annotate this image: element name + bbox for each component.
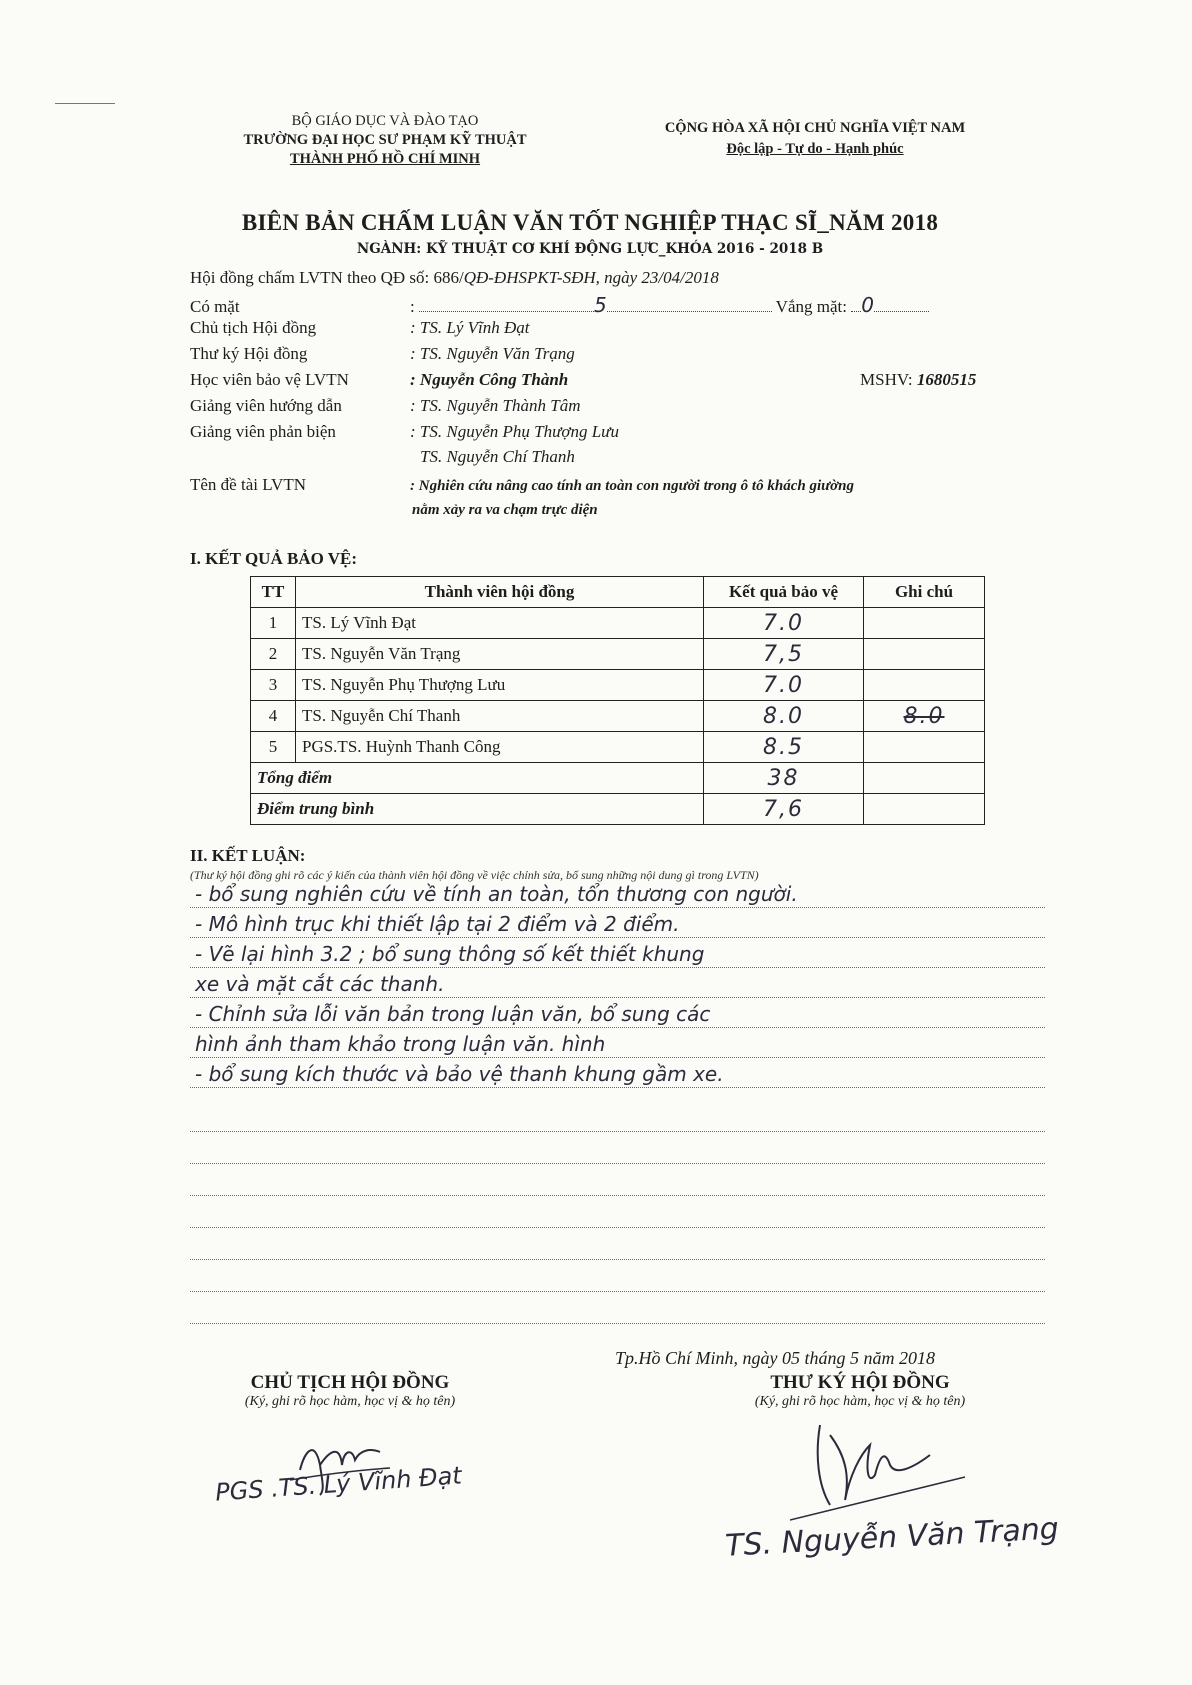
council-decision-prefix: Hội đồng chấm LVTN theo QĐ số: 686/	[190, 268, 464, 287]
document-title: BIÊN BẢN CHẤM LUẬN VĂN TỐT NGHIỆP THẠC SĨ_NĂM 2018	[241, 210, 939, 235]
secretary-signature-block	[680, 1372, 1040, 1410]
conclusion-line-5: - Chỉnh sửa lỗi văn bản trong luận văn, bổ sung các	[195, 1002, 711, 1026]
chair-signed-name: PGS .TS. Lý Vĩnh Đạt	[214, 1461, 463, 1507]
topic-value-1: : Nghiên cứu nâng cao tính an toàn con người trong ô tô khách giường	[410, 478, 854, 494]
conclusion-instruction: (Thư ký hội đồng ghi rõ các ý kiến của thành viên hội đồng về việc chỉnh sửa, bổ sung những nội dung gì trong LVTN)	[190, 868, 759, 882]
university-city: THÀNH PHỐ HỒ CHÍ MINH	[289, 151, 481, 167]
absent-value: 0	[861, 293, 874, 317]
scan-artifact-line	[55, 103, 115, 104]
national-header	[630, 118, 1000, 160]
secretary-signature	[790, 1415, 970, 1525]
row-member: TS. Nguyễn Chí Thanh	[296, 701, 704, 732]
secretary-signed-name: TS. Nguyễn Văn Trạng	[724, 1511, 1060, 1564]
student-id-label: MSHV:	[860, 370, 913, 389]
col-header-member: Thành viên hội đồng	[296, 577, 704, 608]
results-table	[250, 576, 985, 825]
chair-value: : TS. Lý Vĩnh Đạt	[410, 318, 530, 337]
table-row	[251, 732, 985, 763]
chair-instruction: (Ký, ghi rõ học hàm, học vị & họ tên)	[244, 1394, 456, 1409]
council-decision-value: QĐ-ĐHSPKT-SĐH, ngày 23/04/2018	[463, 268, 719, 287]
total-label: Tổng điểm	[251, 763, 704, 794]
student-id-value: 1680515	[916, 370, 977, 389]
total-row	[251, 763, 985, 794]
table-row	[251, 608, 985, 639]
secretary-label: Thư ký Hội đồng	[190, 344, 308, 363]
row-tt: 5	[251, 732, 296, 763]
average-label: Điểm trung bình	[251, 794, 704, 825]
row-tt: 1	[251, 608, 296, 639]
country-name: CỘNG HÒA XÃ HỘI CHỦ NGHĨA VIỆT NAM	[664, 120, 966, 136]
section-results-title: I. KẾT QUẢ BẢO VỆ:	[190, 549, 358, 568]
row-note: 8.0	[864, 701, 985, 732]
advisor-label: Giảng viên hướng dẫn	[190, 396, 342, 415]
ministry-name: BỘ GIÁO DỤC VÀ ĐÀO TẠO	[291, 113, 479, 129]
row-note	[864, 732, 985, 763]
conclusion-line-7: - bổ sung kích thước và bảo vệ thanh khung gầm xe.	[195, 1062, 724, 1086]
row-note	[864, 639, 985, 670]
topic-value-2: nằm xảy ra va chạm trực diện	[412, 502, 598, 518]
row-member: TS. Nguyễn Văn Trạng	[296, 639, 704, 670]
row-member: TS. Nguyễn Phụ Thượng Lưu	[296, 670, 704, 701]
reviewer-value-2: TS. Nguyễn Chí Thanh	[420, 447, 575, 466]
col-header-result: Kết quả bảo vệ	[704, 577, 864, 608]
advisor-value: : TS. Nguyễn Thành Tâm	[410, 396, 581, 415]
student-value: : Nguyễn Công Thành	[410, 370, 569, 389]
row-tt: 2	[251, 639, 296, 670]
student-row	[190, 370, 568, 390]
student-id-row	[860, 370, 976, 390]
conclusion-line-6: hình ảnh tham khảo trong luận văn. hình	[195, 1032, 606, 1056]
council-decision-row	[190, 268, 719, 288]
table-row	[251, 670, 985, 701]
conclusion-line-4: xe và mặt cắt các thanh.	[195, 972, 445, 996]
chair-label: Chủ tịch Hội đồng	[190, 318, 317, 337]
topic-label: Tên đề tài LVTN	[190, 475, 306, 494]
reviewer-value-1: : TS. Nguyễn Phụ Thượng Lưu	[410, 422, 619, 441]
advisor-row	[190, 396, 580, 416]
reviewer-row	[190, 422, 619, 442]
secretary-instruction: (Ký, ghi rõ học hàm, học vị & họ tên)	[754, 1394, 966, 1409]
chair-row	[190, 318, 529, 338]
row-note	[864, 670, 985, 701]
attendance-row: Có mặt : 5 Vắng mặt: 0	[190, 293, 929, 317]
row-score: 8.0	[704, 701, 864, 732]
row-tt: 3	[251, 670, 296, 701]
secretary-row	[190, 344, 575, 364]
university-name: TRƯỜNG ĐẠI HỌC SƯ PHẠM KỸ THUẬT	[243, 132, 527, 148]
place-date: Tp.Hồ Chí Minh, ngày 05 tháng 5 năm 2018	[615, 1348, 936, 1368]
present-value: 5	[593, 293, 607, 317]
conclusion-line-1: - bổ sung nghiên cứu về tính an toàn, tổn thương con người.	[195, 882, 798, 906]
section-conclusion-title: II. KẾT LUẬN:	[190, 846, 306, 865]
reviewer-row-2	[420, 447, 575, 467]
secretary-value: : TS. Nguyễn Văn Trạng	[410, 344, 575, 363]
secretary-title: THƯ KÝ HỘI ĐỒNG	[770, 1372, 950, 1393]
row-score: 7,5	[704, 639, 864, 670]
col-header-tt: TT	[251, 577, 296, 608]
ministry-header	[200, 112, 570, 169]
results-header-row	[251, 577, 985, 608]
absent-label: Vắng mặt:	[775, 297, 847, 316]
chair-signature-block	[190, 1372, 510, 1410]
row-score: 7.0	[704, 670, 864, 701]
chair-title: CHỦ TỊCH HỘI ĐỒNG	[250, 1372, 450, 1393]
col-header-note: Ghi chú	[864, 577, 985, 608]
average-row	[251, 794, 985, 825]
row-note	[864, 608, 985, 639]
present-label: Có mặt	[190, 297, 240, 316]
total-value: 38	[704, 763, 864, 794]
table-row	[251, 701, 985, 732]
row-member: TS. Lý Vĩnh Đạt	[296, 608, 704, 639]
topic-row-2	[412, 499, 598, 519]
reviewer-label: Giảng viên phản biện	[190, 422, 336, 441]
row-tt: 4	[251, 701, 296, 732]
row-score: 7.0	[704, 608, 864, 639]
row-score: 8.5	[704, 732, 864, 763]
document-subtitle: NGÀNH: KỸ THUẬT CƠ KHÍ ĐỘNG LỰC_KHÓA 2016 - 2018 B	[356, 241, 824, 257]
national-motto: Độc lập - Tự do - Hạnh phúc	[726, 141, 904, 157]
row-member: PGS.TS. Huỳnh Thanh Công	[296, 732, 704, 763]
conclusion-line-2: - Mô hình trục khi thiết lập tại 2 điểm và 2 điểm.	[195, 912, 680, 936]
average-value: 7,6	[704, 794, 864, 825]
conclusion-line-3: - Vẽ lại hình 3.2 ; bổ sung thông số kết thiết khung	[195, 942, 705, 966]
topic-row	[190, 475, 854, 495]
student-label: Học viên bảo vệ LVTN	[190, 370, 349, 389]
table-row	[251, 639, 985, 670]
